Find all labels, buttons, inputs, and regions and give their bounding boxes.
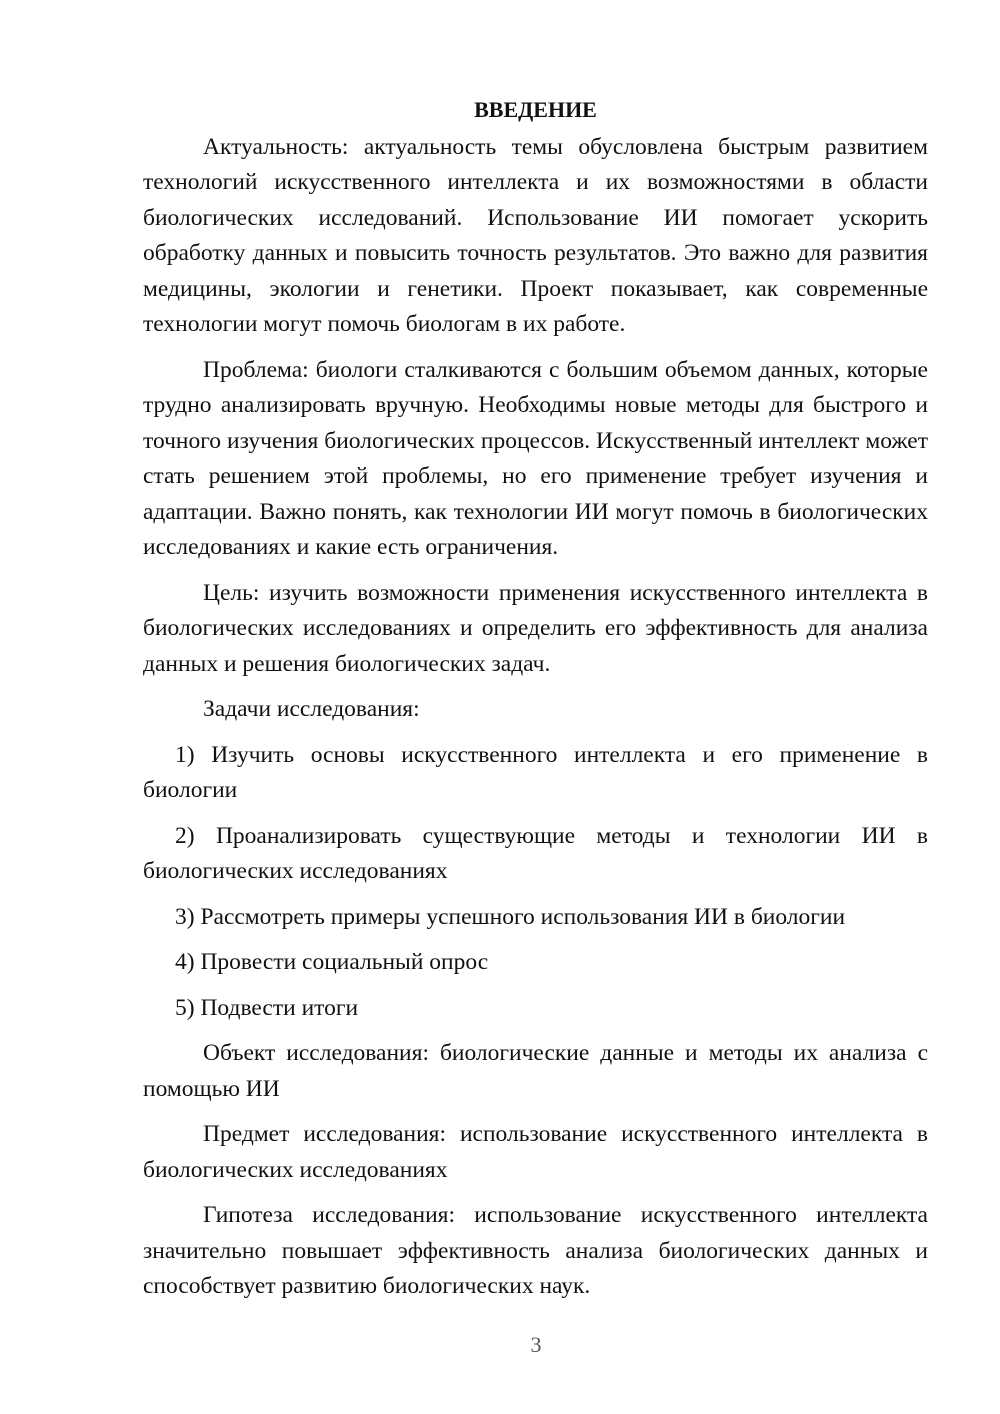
- tasks-heading: Задачи исследования:: [203, 696, 420, 722]
- task-item: 2) Проанализировать существующие методы и технологии ИИ в биологических исследованиях: [143, 822, 928, 884]
- page-number: 3: [530, 1332, 542, 1357]
- task-item: 1) Изучить основы искусственного интеллекта и его применение в биологии: [143, 741, 928, 803]
- task-item: 5) Подвести итоги: [175, 994, 359, 1021]
- page-title: ВВЕДЕНИЕ: [474, 97, 597, 122]
- subject-paragraph: Предмет исследования: использование искусственного интеллекта в биологических исследованиях: [143, 1121, 928, 1183]
- object-paragraph: Объект исследования: биологические данные и методы их анализа с помощью ИИ: [143, 1040, 928, 1102]
- document-page: [143, 92, 928, 1315]
- goal-paragraph: Цель: изучить возможности применения искусственного интеллекта в биологических исследованиях и определить его эффективность для анализа данных и решения биологических задач.: [143, 579, 928, 677]
- task-item: 4) Провести социальный опрос: [175, 949, 489, 975]
- problem-paragraph: Проблема: биологи сталкиваются с большим объемом данных, которые трудно анализировать вручную. Необходимы новые методы для быстрого и точного изучения биологических процессов. Искусственный интеллект может стать решением этой проблемы, но его применение требует изучения и адаптации. Важно понять, как технологии ИИ могут помочь в биологических исследованиях и какие есть ограничения.: [143, 356, 928, 560]
- relevance-paragraph: Актуальность: актуальность темы обусловлена быстрым развитием технологий искусственного интеллекта и их возможностями в области биологических исследований. Использование ИИ помогает ускорить обработку данных и повысить точность результатов. Это важно для развития медицины, экологии и генетики. Проект показывает, как современные технологии могут помочь биологам в их работе.: [143, 133, 928, 337]
- task-item: 3) Рассмотреть примеры успешного использования ИИ в биологии: [175, 903, 846, 930]
- hypothesis-paragraph: Гипотеза исследования: использование искусственного интеллекта значительно повышает эффективность анализа биологических данных и способствует развитию биологических наук.: [143, 1202, 928, 1299]
